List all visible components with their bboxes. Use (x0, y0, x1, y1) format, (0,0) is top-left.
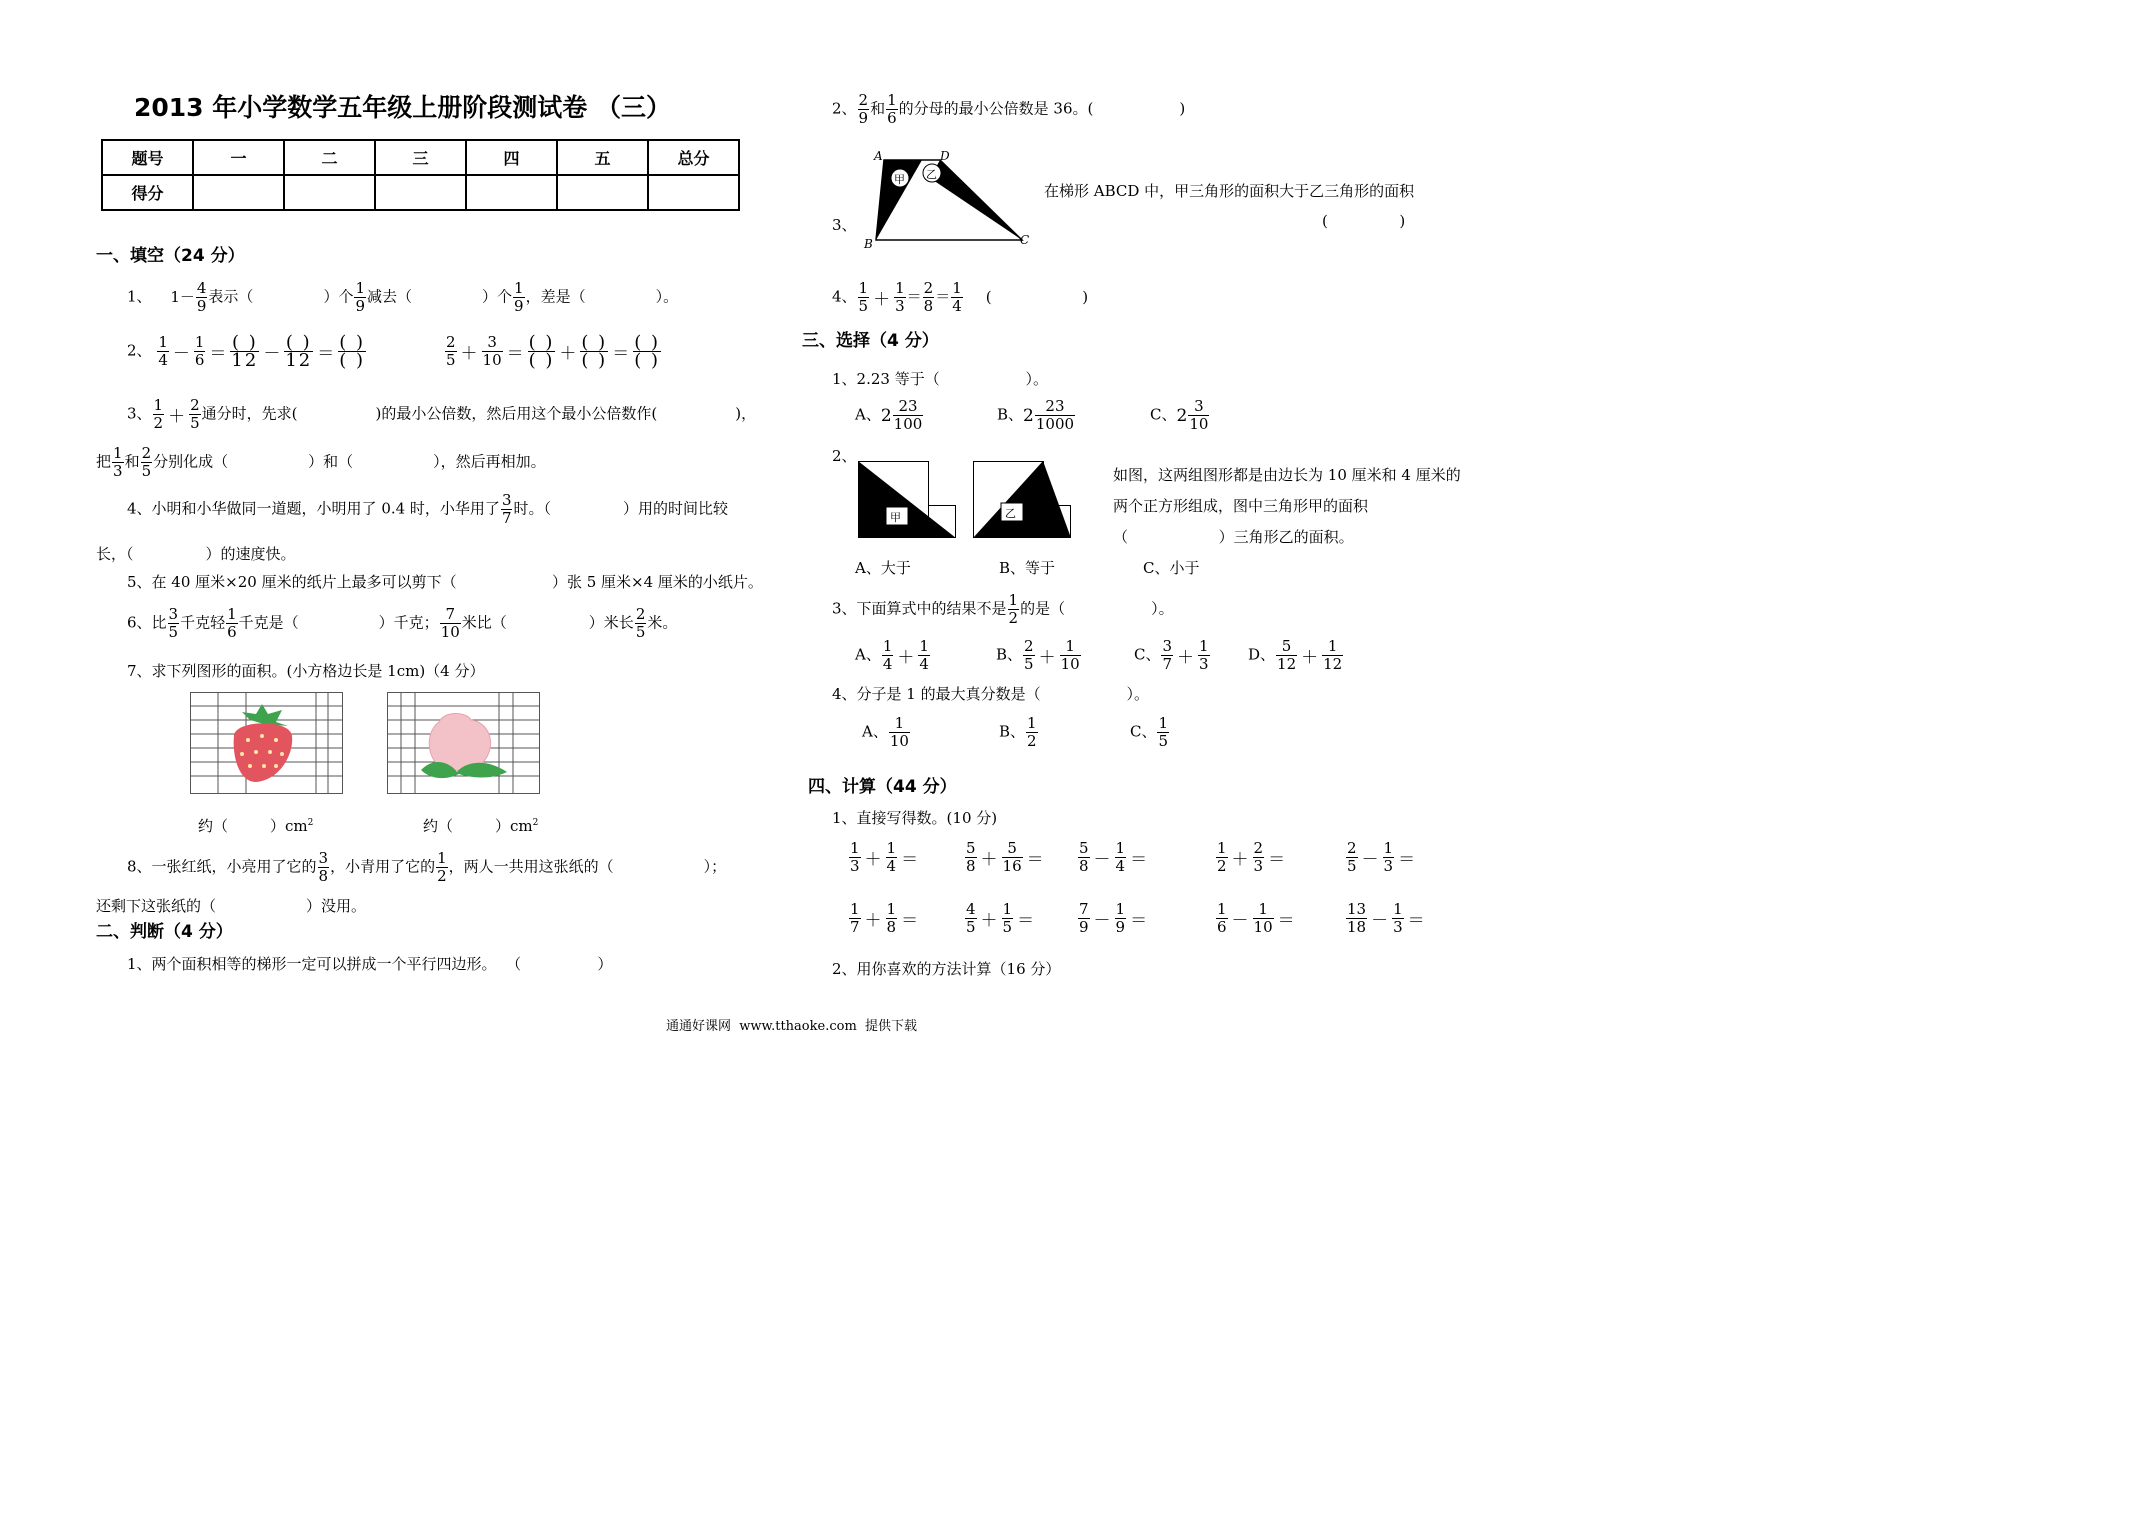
calc-problem (1345, 840, 1418, 875)
s2-question-3-paren: ( ) (1322, 212, 1406, 230)
triangle-yi (930, 160, 1022, 240)
fraction: $\frac{4}{5}$ (966, 900, 976, 936)
square-figure-yi (973, 461, 1073, 539)
strawberry-grid-figure (190, 692, 343, 794)
operator: ＋ (980, 850, 998, 870)
calc-problem (1077, 901, 1150, 936)
s4-question-1: 1、直接写得数。(10 分) (832, 809, 998, 827)
equals-sign: ＝ (901, 911, 919, 931)
trapezoid-abcd-figure (860, 148, 1040, 252)
fraction: $\frac{1}{4}$ (1115, 839, 1126, 875)
calc-problem (848, 901, 921, 936)
section-3-heading: 三、选择（4 分） (802, 331, 939, 351)
fraction: $\frac{1}{2}$ (1217, 839, 1227, 875)
s3-q1-option-b[interactable]: B、 2 23 1000 (997, 397, 1075, 433)
score-header-cell: 三 (375, 140, 466, 175)
fraction: $\frac{5}{8}$ (966, 839, 976, 875)
s3-question-1: 1、2.23 等于（ ）。 (832, 370, 1049, 388)
fraction: $\frac{1}{8}$ (886, 900, 897, 936)
s3-q3-option-b[interactable]: B、 $\frac{2}{5}$ ＋ $\frac{1}{10}$ (996, 637, 1080, 673)
label-yi: 乙 (1005, 507, 1016, 520)
fraction: $\frac{1}{6}$ (1217, 900, 1227, 936)
peach-icon (429, 714, 490, 771)
s2-question-4: 4、 $\frac{1}{5}$ ＋ $\frac{1}{3}$ ＝ $\frac{2}{8}$ ＝ $\frac{1}{4}$ ( ) (832, 279, 1089, 315)
s2-question-3-text: 在梯形 ABCD 中，甲三角形的面积大于乙三角形的面积 (1044, 182, 1415, 200)
s3-question-2-number: 2、 (832, 447, 857, 465)
equals-sign: ＝ (1026, 850, 1044, 870)
s1-question-3-cont: 把 $\frac{1}{3}$ 和 $\frac{2}{5}$ 分别化成（ ）和（ ），然后再相加。 (96, 444, 546, 480)
score-header-cell: 总分 (648, 140, 739, 175)
s1-question-4: 4、小明和小华做同一道题，小明用了 0.4 时，小华用了 $\frac{3}{7}$ 时。（ ）用的时间比较 (127, 491, 729, 527)
score-table-score-row (102, 175, 739, 210)
fraction: $\frac{1}{9}$ (355, 279, 365, 315)
s1-question-2-left: 2、 $\frac{1}{4}$ － $\frac{1}{6}$ ＝ $\frac{( )}{12}$ － $\frac{( )}{12}$ ＝ $\frac{( )}{( )}$ (127, 332, 366, 371)
section-4-heading: 四、计算（44 分） (808, 777, 957, 797)
s3-question-2-line1: 如图，这两组图形都是由边长为 10 厘米和 4 厘米的 (1113, 466, 1461, 484)
equals-sign: ＝ (1407, 911, 1425, 931)
question-number: 1、 (127, 287, 152, 306)
operator: － (1361, 850, 1379, 870)
s3-question-2-line3: （ ）三角形乙的面积。 (1113, 528, 1354, 546)
s3-q3-option-a[interactable]: A、 $\frac{1}{4}$ ＋ $\frac{1}{4}$ (855, 637, 929, 673)
fraction: $\frac{7}{9}$ (1079, 900, 1089, 936)
label-c: C (1020, 233, 1030, 247)
text: ）个 (323, 287, 354, 306)
s3-q2-option-a[interactable]: A、大于 (855, 559, 911, 577)
fraction: $\frac{1}{7}$ (850, 900, 860, 936)
operator: ＋ (1231, 850, 1249, 870)
question-number: 2、 (127, 341, 152, 360)
fraction: $\frac{1}{10}$ (1253, 900, 1273, 936)
s3-q1-option-c[interactable]: C、 2 3 10 (1150, 397, 1209, 433)
equals-sign: ＝ (1130, 850, 1148, 870)
s3-question-3: 3、下面算式中的结果不是 $\frac{1}{2}$ 的是（ ）。 (832, 591, 1174, 627)
text: ，差是（ (525, 287, 586, 306)
s2-question-2: 2、 $\frac{2}{9}$ 和 $\frac{1}{6}$ 的分母的最小公倍数是 36。( ) (832, 91, 1186, 127)
peach-area-answer: 约（ ）$cm^2$ (423, 817, 539, 835)
strawberry-leaves (242, 704, 288, 726)
text: 减去（ (367, 287, 413, 306)
s1-question-8: 8、一张红纸，小亮用了它的 $\frac{3}{8}$ ，小青用了它的 $\frac{1}{2}$ ，两人一共用这张纸的（ ）； (127, 849, 727, 885)
score-entry-cell[interactable] (193, 175, 284, 210)
s1-question-4-cont: 长，（ ）的速度快。 (96, 545, 296, 563)
score-table (101, 139, 740, 211)
score-header-cell: 题号 (102, 140, 193, 175)
calc-problem (1077, 840, 1150, 875)
page-footer: 通通好课网 www.tthaoke.com 提供下载 (666, 1019, 918, 1034)
fraction: $\frac{2}{5}$ (1347, 839, 1357, 875)
s4-question-2: 2、用你喜欢的方法计算（16 分） (832, 960, 1061, 978)
score-entry-cell[interactable] (648, 175, 739, 210)
score-header-cell: 四 (466, 140, 557, 175)
s1-question-8-cont: 还剩下这张纸的（ ）没用。 (96, 897, 367, 915)
s1-question-1 (127, 280, 678, 315)
text: ）个 (482, 287, 513, 306)
label-d: D (940, 149, 950, 163)
equals-sign: ＝ (1277, 911, 1295, 931)
score-entry-cell[interactable] (375, 175, 466, 210)
equals-sign: ＝ (901, 850, 919, 870)
equals-sign: ＝ (1268, 850, 1286, 870)
peach-grid-figure (387, 692, 540, 794)
calc-problem (1215, 840, 1288, 875)
s1-question-2-right: $\frac{2}{5}$ ＋ $\frac{3}{10}$ ＝ $\frac{( )}{( )}$ ＋ $\frac{( )}{( )}$ ＝ $\frac{( )}{( )}$ (446, 332, 660, 371)
calc-problem (1345, 901, 1428, 936)
fraction: $\frac{2}{3}$ (1253, 839, 1264, 875)
text: ）。 (655, 287, 679, 306)
operator: － (1093, 911, 1111, 931)
s3-q2-option-c[interactable]: C、小于 (1143, 559, 1200, 577)
s3-q4-option-b[interactable]: B、 $\frac{1}{2}$ (999, 714, 1037, 750)
operator: － (1093, 850, 1111, 870)
fraction: $\frac{1}{5}$ (1002, 900, 1013, 936)
score-entry-cell[interactable] (466, 175, 557, 210)
s2-question-1: 1、两个面积相等的梯形一定可以拼成一个平行四边形。 （ ） (127, 955, 613, 973)
text: 表示（ (208, 287, 254, 306)
operator: ＋ (980, 911, 998, 931)
score-header-cell: 二 (284, 140, 375, 175)
equals-sign: ＝ (1398, 850, 1416, 870)
label-b: B (864, 237, 873, 251)
label-yi: 乙 (926, 168, 937, 181)
score-entry-cell[interactable] (284, 175, 375, 210)
s3-q4-option-c[interactable]: C、 $\frac{1}{5}$ (1130, 714, 1169, 750)
score-entry-cell[interactable] (557, 175, 648, 210)
equals-sign: ＝ (1130, 911, 1148, 931)
calc-problem (848, 840, 921, 875)
fraction: $\frac{5}{16}$ (1002, 839, 1022, 875)
fraction: $\frac{1}{3}$ (1393, 900, 1403, 936)
square-figure-jia (858, 461, 958, 539)
label-jia: 甲 (890, 511, 901, 524)
fraction: $\frac{1}{9}$ (1115, 900, 1126, 936)
fraction: $\frac{13}{18}$ (1347, 900, 1367, 936)
fraction: $\frac{1}{3}$ (850, 839, 860, 875)
fraction: $\frac{1}{4}$ (886, 839, 897, 875)
s3-q3-option-d[interactable]: D、 $\frac{5}{12}$ ＋ $\frac{1}{12}$ (1248, 637, 1343, 673)
s1-question-6: 6、比 $\frac{3}{5}$ 千克轻 $\frac{1}{6}$ 千克是（ ）千克； $\frac{7}{10}$ 米比（ ）米长 $\frac{2}{5}$ 米。 (127, 605, 678, 641)
s3-q4-option-a[interactable]: A、 $\frac{1}{10}$ (862, 714, 909, 750)
label-jia: 甲 (894, 173, 905, 186)
calc-problem (964, 901, 1037, 936)
s3-q2-option-b[interactable]: B、等于 (999, 559, 1056, 577)
s3-q1-option-a[interactable]: A、 2 23 100 (855, 397, 923, 433)
equals-sign: ＝ (1017, 911, 1035, 931)
s3-q3-option-c[interactable]: C、 $\frac{3}{7}$ ＋ $\frac{1}{3}$ (1134, 637, 1209, 673)
operator: － (1371, 911, 1389, 931)
fraction: $\frac{1}{9}$ (514, 279, 524, 315)
s1-question-5: 5、在 40 厘米×20 厘米的纸片上最多可以剪下（ ）张 5 厘米×4 厘米的小纸片。 (127, 573, 763, 591)
fraction: $\frac{1}{3}$ (1383, 839, 1394, 875)
strawberry-area-answer: 约（ ）$cm^2$ (198, 817, 314, 835)
fraction: $\frac{4}{9}$ (196, 279, 207, 315)
score-table-header-row (102, 140, 739, 175)
calc-problem (964, 840, 1047, 875)
calc-problem (1215, 901, 1298, 936)
score-header-cell: 五 (557, 140, 648, 175)
label-a: A (874, 149, 883, 163)
operator: － (1231, 911, 1249, 931)
s3-question-4: 4、分子是 1 的最大真分数是（ ）。 (832, 685, 1149, 703)
score-header-cell: 一 (193, 140, 284, 175)
operator: ＋ (864, 850, 882, 870)
page-title: 2013 年小学数学五年级上册阶段测试卷 （三） (134, 93, 671, 122)
s2-question-3-number: 3、 (832, 216, 857, 234)
fraction: $\frac{5}{8}$ (1079, 839, 1089, 875)
text: 1－ (170, 287, 195, 306)
operator: ＋ (864, 911, 882, 931)
section-2-heading: 二、判断（4 分） (96, 922, 233, 942)
s1-question-7: 7、求下列图形的面积。(小方格边长是 1cm)（4 分） (127, 662, 485, 680)
s1-question-3: 3、 $\frac{1}{2}$ ＋ $\frac{2}{5}$ 通分时，先求( )的最小公倍数，然后用这个最小公倍数作( )， (127, 396, 757, 432)
s3-question-2-line2: 两个正方形组成，图中三角形甲的面积 (1113, 497, 1369, 515)
section-1-heading: 一、填空（24 分） (96, 246, 245, 266)
score-row-label: 得分 (102, 175, 193, 210)
